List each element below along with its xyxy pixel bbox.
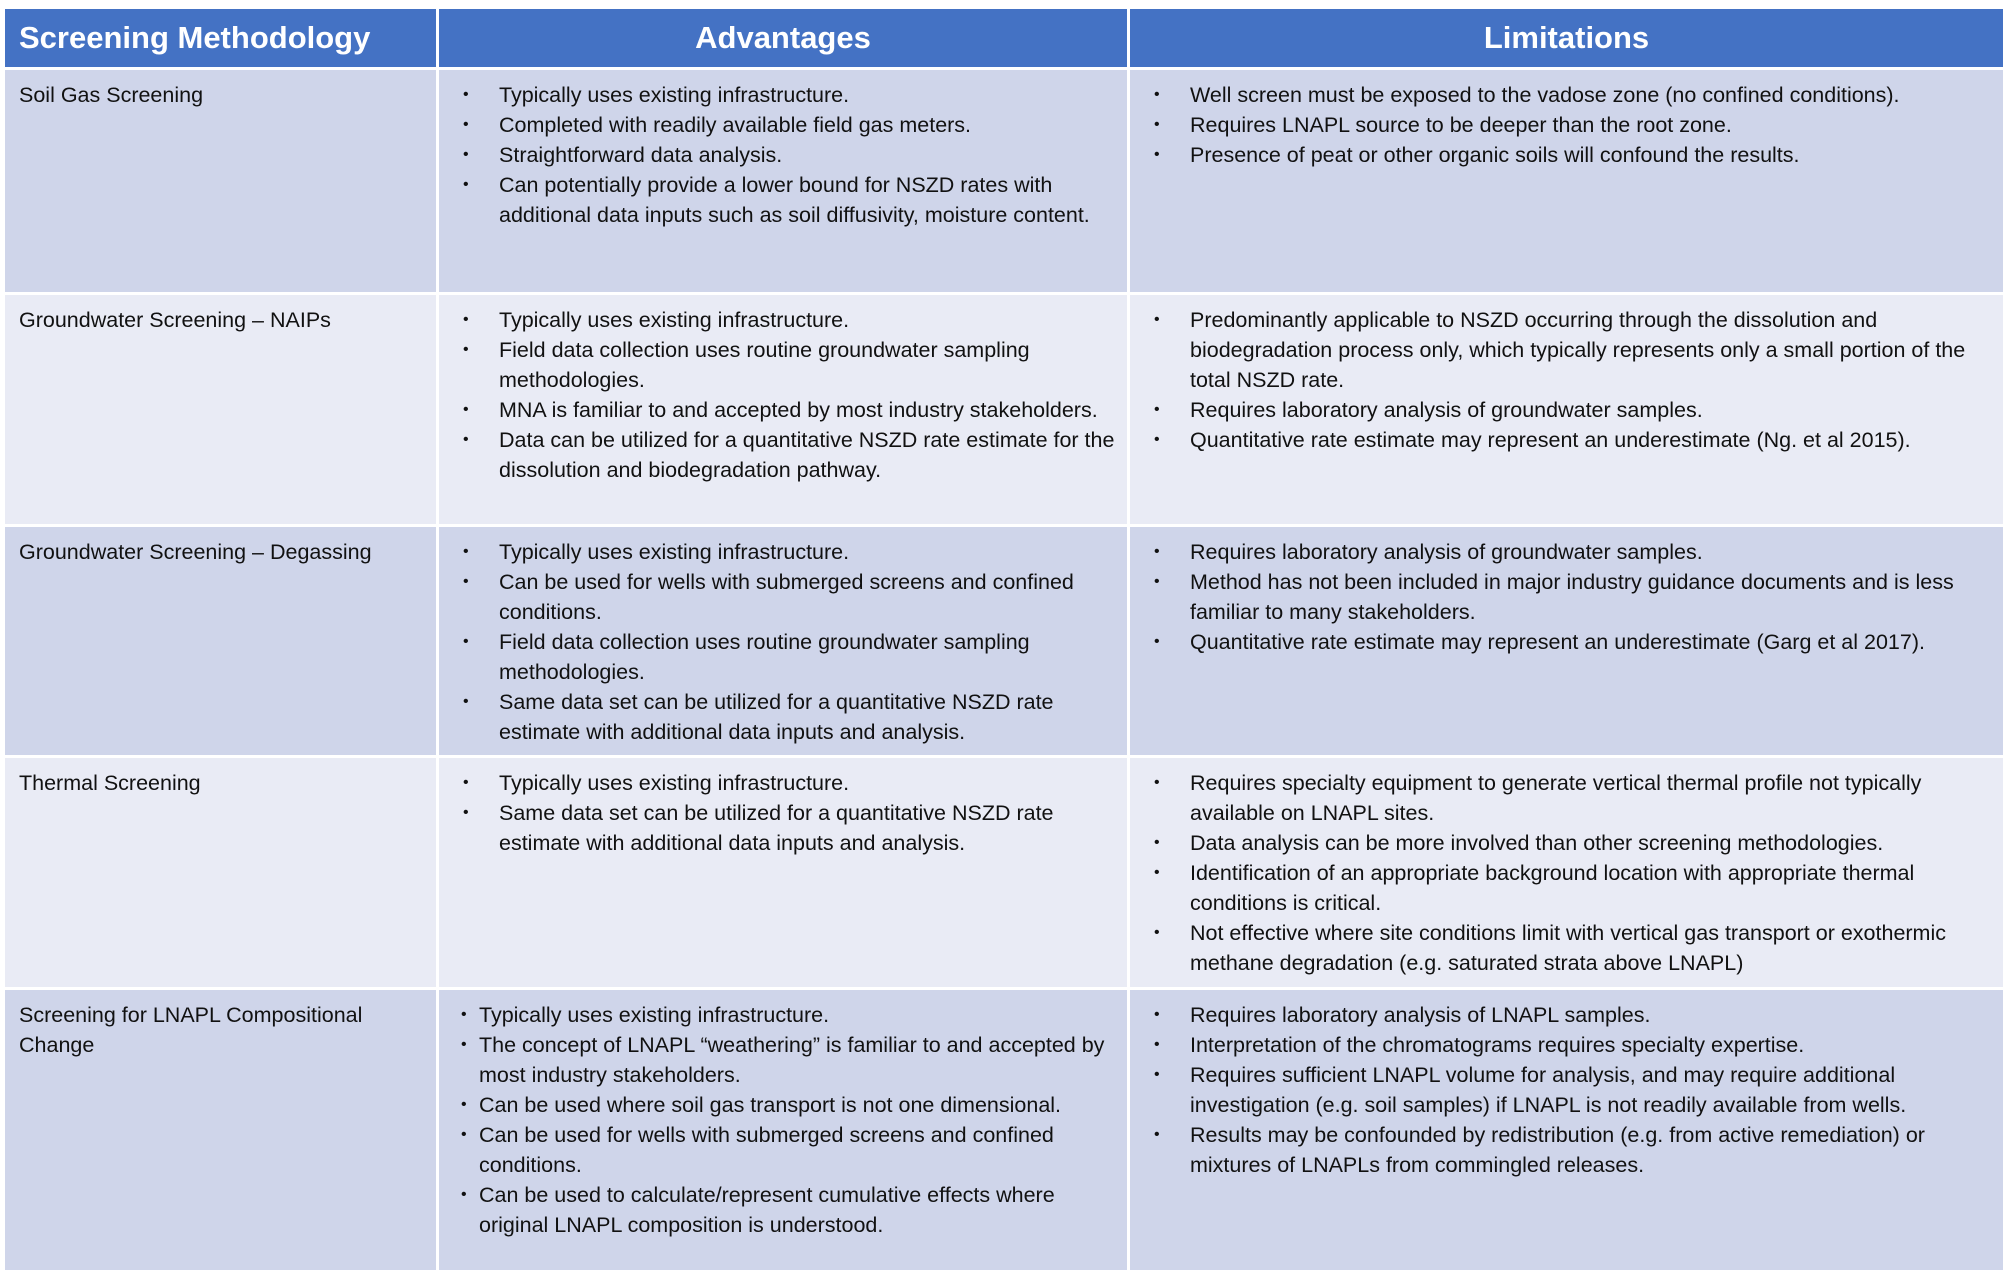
list-item [451,110,1115,140]
list-item [1142,537,1991,567]
bullet-icon: • [1154,1036,1160,1053]
list-item-text: Well screen must be exposed to the vadose zone (no confined conditions). [1190,83,1900,107]
list-item [451,768,1115,798]
list-item-text: Requires specialty equipment to generate vertical thermal profile not typically available on LNAPL sites. [1190,771,1922,825]
list-item-text: Quantitative rate estimate may represent an underestimate (Garg et al 2017). [1190,630,1925,654]
methodology-cell: Groundwater Screening – NAIPs [4,294,438,526]
list-item [1142,1060,1991,1120]
header-advantages: Advantages [438,8,1129,69]
list-item-text: Predominantly applicable to NSZD occurring through the dissolution and biodegradation process only, which typically represents only a small portion of the total NSZD rate. [1190,308,1966,392]
list-item-text: Can potentially provide a lower bound for NSZD rates with additional data inputs such as soil diffusivity, moisture content. [499,173,1090,227]
list-item [451,170,1115,230]
list-item-text: Typically uses existing infrastructure. [479,1003,830,1027]
bullet-icon: • [1154,311,1160,328]
list-item-text: Not effective where site conditions limit with vertical gas transport or exothermic methane degradation (e.g. saturated strata above LNAPL) [1190,921,1946,975]
list-item [451,1030,1115,1090]
header-limitations: Limitations [1129,8,2005,69]
screening-methodology-table [2,6,2006,1273]
list-item-text: Same data set can be utilized for a quantitative NSZD rate estimate with additional data inputs and analysis. [499,690,1054,744]
list-item-text: Straightforward data analysis. [499,143,783,167]
header-screening-methodology: Screening Methodology [4,8,438,69]
bullet-icon: • [1154,1126,1160,1143]
list-item-text: Typically uses existing infrastructure. [499,83,850,107]
bullet-icon: • [1154,573,1160,590]
limitations-cell [1129,294,2005,526]
bullet-icon: • [463,573,469,590]
bullet-icon: • [1154,1006,1160,1023]
list-item-text: Typically uses existing infrastructure. [499,308,850,332]
bullet-icon: • [461,1096,467,1113]
list-item-text: Can be used where soil gas transport is not one dimensional. [479,1093,1062,1117]
list-item-text: Requires laboratory analysis of groundwater samples. [1190,398,1703,422]
list-item-text: Can be used to calculate/represent cumulative effects where original LNAPL composition is understood. [479,1183,1055,1237]
list-item [1142,1000,1991,1030]
bullet-icon: • [463,693,469,710]
bullet-icon: • [461,1186,467,1203]
list-item [451,1120,1115,1180]
list-item [451,425,1115,485]
advantages-cell [438,757,1129,989]
list-item-text: Field data collection uses routine groundwater sampling methodologies. [499,630,1030,684]
bullet-icon: • [1154,864,1160,881]
methodology-cell: Soil Gas Screening [4,69,438,294]
limitations-cell [1129,757,2005,989]
list-item [1142,305,1991,395]
list-item-text: Requires laboratory analysis of LNAPL samples. [1190,1003,1651,1027]
list-item [1142,110,1991,140]
list-item [1142,140,1991,170]
table-row [4,989,2005,1272]
limitations-list [1142,80,1991,170]
list-item-text: Identification of an appropriate background location with appropriate thermal conditions is critical. [1190,861,1915,915]
bullet-icon: • [463,176,469,193]
list-item [451,1000,1115,1030]
bullet-icon: • [463,774,469,791]
advantages-cell [438,989,1129,1272]
bullet-icon: • [1154,116,1160,133]
bullet-icon: • [461,1126,467,1143]
list-item [1142,1120,1991,1180]
methodology-cell: Groundwater Screening – Degassing [4,526,438,757]
bullet-icon: • [461,1036,467,1053]
advantages-list [451,537,1115,747]
list-item [1142,80,1991,110]
list-item [1142,1030,1991,1060]
list-item [451,395,1115,425]
methodology-cell: Thermal Screening [4,757,438,989]
table-header-row [4,8,2005,69]
list-item [1142,425,1991,455]
list-item [1142,567,1991,627]
list-item-text: Typically uses existing infrastructure. [499,540,850,564]
advantages-cell [438,526,1129,757]
table-row [4,294,2005,526]
list-item [451,798,1115,858]
screening-table-container [2,6,2003,1271]
list-item-text: Field data collection uses routine groundwater sampling methodologies. [499,338,1030,392]
methodology-cell: Screening for LNAPL Compositional Change [4,989,438,1272]
list-item-text: Typically uses existing infrastructure. [499,771,850,795]
list-item [1142,768,1991,828]
bullet-icon: • [1154,543,1160,560]
list-item [1142,858,1991,918]
advantages-list [451,305,1115,485]
limitations-list [1142,305,1991,455]
list-item-text: MNA is familiar to and accepted by most industry stakeholders. [499,398,1098,422]
bullet-icon: • [463,543,469,560]
advantages-cell [438,294,1129,526]
advantages-list [451,1000,1115,1240]
list-item [1142,395,1991,425]
list-item-text: Same data set can be utilized for a quantitative NSZD rate estimate with additional data inputs and analysis. [499,801,1054,855]
list-item [451,140,1115,170]
limitations-list [1142,1000,1991,1180]
list-item [451,537,1115,567]
bullet-icon: • [1154,86,1160,103]
list-item-text: Results may be confounded by redistribution (e.g. from active remediation) or mixtures of LNAPLs from commingled releases. [1190,1123,1925,1177]
list-item [451,687,1115,747]
list-item [451,80,1115,110]
list-item-text: Can be used for wells with submerged screens and confined conditions. [499,570,1074,624]
list-item-text: Requires sufficient LNAPL volume for analysis, and may require additional investigation (e.g. soil samples) if LNAPL is not readily available from wells. [1190,1063,1907,1117]
bullet-icon: • [463,633,469,650]
advantages-list [451,80,1115,230]
bullet-icon: • [463,401,469,418]
list-item [451,567,1115,627]
list-item-text: The concept of LNAPL “weathering” is familiar to and accepted by most industry stakeholders. [479,1033,1105,1087]
limitations-cell [1129,526,2005,757]
list-item-text: Completed with readily available field gas meters. [499,113,972,137]
bullet-icon: • [1154,401,1160,418]
list-item [451,305,1115,335]
list-item [451,1180,1115,1240]
bullet-icon: • [1154,1066,1160,1083]
limitations-list [1142,537,1991,657]
list-item-text: Requires LNAPL source to be deeper than the root zone. [1190,113,1732,137]
list-item [1142,918,1991,978]
table-row [4,69,2005,294]
list-item [451,1090,1115,1120]
bullet-icon: • [1154,633,1160,650]
limitations-cell [1129,69,2005,294]
bullet-icon: • [1154,774,1160,791]
list-item-text: Method has not been included in major industry guidance documents and is less familiar to many stakeholders. [1190,570,1954,624]
bullet-icon: • [461,1006,467,1023]
table-row [4,757,2005,989]
bullet-icon: • [463,86,469,103]
list-item-text: Data can be utilized for a quantitative NSZD rate estimate for the dissolution and biodegradation pathway. [499,428,1115,482]
bullet-icon: • [463,804,469,821]
bullet-icon: • [1154,924,1160,941]
bullet-icon: • [463,311,469,328]
list-item-text: Data analysis can be more involved than other screening methodologies. [1190,831,1884,855]
advantages-cell [438,69,1129,294]
list-item [451,335,1115,395]
list-item-text: Presence of peat or other organic soils will confound the results. [1190,143,1800,167]
advantages-list [451,768,1115,858]
bullet-icon: • [463,431,469,448]
limitations-cell [1129,989,2005,1272]
list-item [1142,828,1991,858]
list-item-text: Quantitative rate estimate may represent an underestimate (Ng. et al 2015). [1190,428,1911,452]
bullet-icon: • [463,146,469,163]
bullet-icon: • [1154,834,1160,851]
bullet-icon: • [463,116,469,133]
list-item-text: Interpretation of the chromatograms requires specialty expertise. [1190,1033,1805,1057]
list-item-text: Can be used for wells with submerged screens and confined conditions. [479,1123,1054,1177]
limitations-list [1142,768,1991,978]
bullet-icon: • [1154,431,1160,448]
list-item-text: Requires laboratory analysis of groundwater samples. [1190,540,1703,564]
bullet-icon: • [463,341,469,358]
list-item [451,627,1115,687]
list-item [1142,627,1991,657]
bullet-icon: • [1154,146,1160,163]
table-row [4,526,2005,757]
